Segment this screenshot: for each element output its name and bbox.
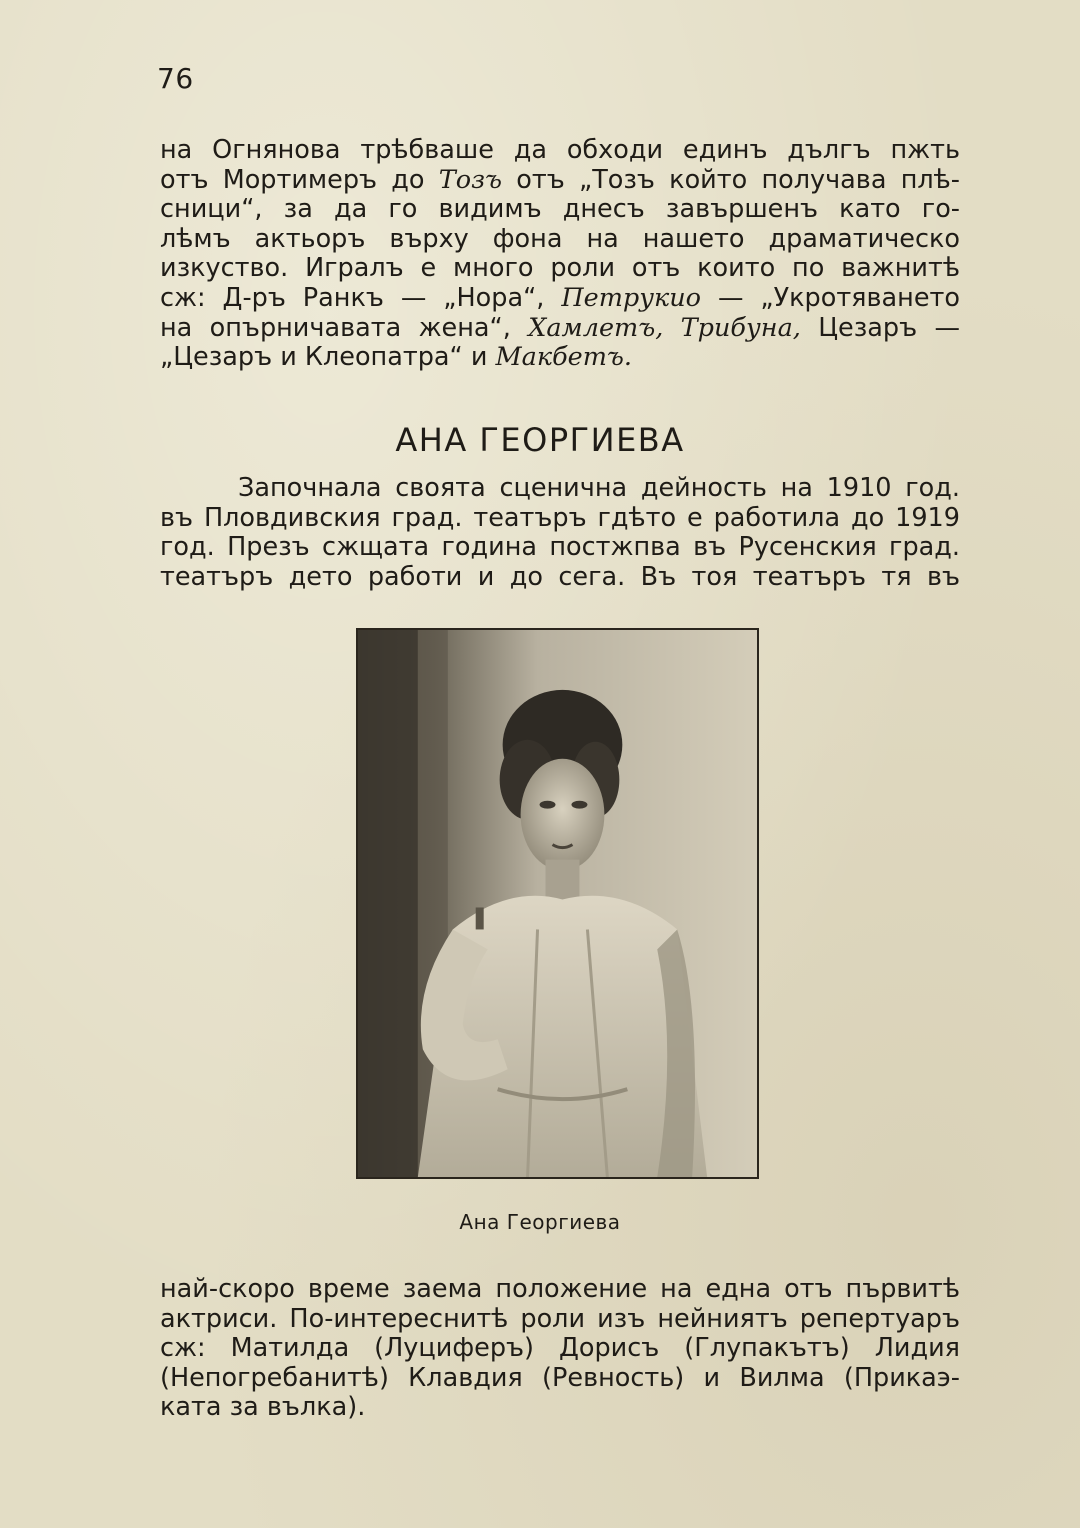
text-segment: — „Укротяването <box>701 282 960 313</box>
text-segment: на Огнянова трѣбваше да обходи единъ дългъ пжть <box>160 135 960 165</box>
text-segment: отъ „Тозъ който получава плѣ- <box>502 164 960 195</box>
text-line <box>160 225 960 255</box>
text-line-content <box>160 314 960 344</box>
text-line <box>160 314 960 344</box>
text-line: ката за вълка). <box>160 1392 366 1423</box>
paragraph-actor-bio <box>160 136 960 373</box>
text-line: (Непогребанитѣ) Клавдия (Ревность) и Вилма (Прикаэ- <box>160 1362 960 1393</box>
paragraph-ana-georgieva-intro <box>160 474 960 592</box>
portrait-photo <box>356 628 759 1179</box>
text-line: най-скоро време заема положение на една отъ първитѣ <box>160 1274 960 1304</box>
text-line-content <box>160 343 632 373</box>
text-line <box>160 254 960 284</box>
text-line-content <box>160 254 960 284</box>
italic-title: Тозъ <box>438 164 503 195</box>
italic-title: Петрукио <box>561 282 701 313</box>
text-line: сж: Матилда (Луциферъ) Дорисъ (Глупакътъ) Лидия <box>160 1333 960 1364</box>
text-line-content <box>160 284 960 314</box>
text-line-content <box>160 166 960 196</box>
text-line <box>160 195 960 225</box>
section-title: АНА ГЕОРГИЕВА <box>395 421 685 459</box>
text-line-content <box>160 136 960 166</box>
text-segment: отъ Мортимеръ до <box>160 164 439 195</box>
text-segment: изкуство. Игралъ е много роли отъ които по важнитѣ <box>160 253 960 284</box>
text-line <box>160 136 960 166</box>
page-number: 76 <box>157 62 194 95</box>
text-segment: Цезаръ — <box>800 312 960 343</box>
text-segment: на опърничавата жена“, <box>160 312 529 343</box>
text-line-content <box>160 195 960 225</box>
text-segment: лѣмъ актьоръ върху фона на нашето драматическо <box>160 223 960 254</box>
text-line <box>160 284 960 314</box>
text-line: актриси. По-интереснитѣ роли изъ нейниятъ репертуаръ <box>160 1303 960 1334</box>
text-line: год. Презъ сжщата година постжпва въ Русенския град. <box>160 532 960 563</box>
paragraph-roles <box>160 1275 960 1423</box>
text-line: въ Пловдивския град. театъръ гдѣто е работила до 1919 <box>160 502 960 533</box>
italic-title: Макбетъ. <box>495 342 633 373</box>
text-segment: „Цезаръ и Клеопатра“ и <box>160 342 496 373</box>
text-segment: сж: Д-ръ Ранкъ — „Нора“, <box>160 282 562 313</box>
photo-caption: Ана Георгиева <box>459 1210 621 1234</box>
text-line: Започнала своята сценична дейность на 1910 год. <box>238 473 960 503</box>
text-segment: сници“, за да го видимъ днесъ завършенъ като го- <box>160 194 960 225</box>
text-line <box>160 343 960 373</box>
portrait-illustration <box>358 630 757 1177</box>
text-line <box>160 166 960 196</box>
text-line: театъръ дето работи и до сега. Въ тоя театъръ тя въ <box>160 561 960 592</box>
text-line-content <box>160 225 960 255</box>
italic-title: Хамлетъ, Трибуна, <box>528 312 801 343</box>
